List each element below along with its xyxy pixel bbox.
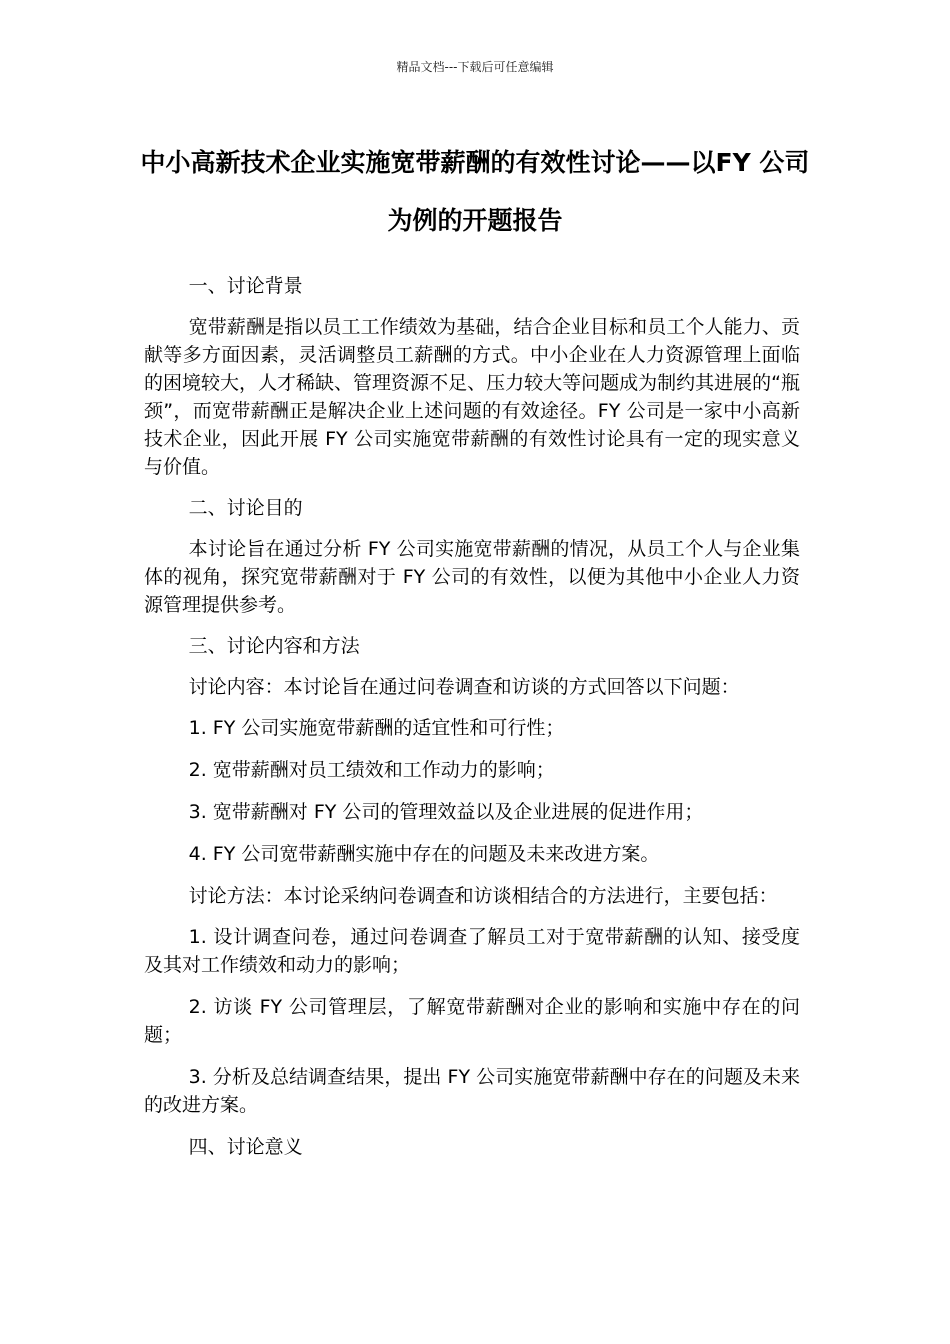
header-note: 精品文档---下载后可任意编辑 bbox=[396, 60, 554, 74]
section-heading-content-method: 三、讨论内容和方法 bbox=[188, 635, 360, 657]
content-item: 1. FY 公司实施宽带薪酬的适宜性和可行性； bbox=[188, 717, 565, 739]
paragraph-method-intro: 讨论方法：本讨论采纳问卷调查和访谈相结合的方法进行，主要包括： bbox=[188, 885, 778, 907]
paragraph-background: 宽带薪酬是指以员工工作绩效为基础，结合企业目标和员工个人能力、贡献等多方面因素，灵活调整员工薪酬的方式。中小企业在人力资源管理上面临的困境较大，人才稀缺、管理资源不足、压力较大等问题成为制约其进展的“瓶颈”，而宽带薪酬正是解决企业上述问题的有效途径。FY 公司是一家中小高新技术企业，因此开展 FY 公司实施宽带薪酬的有效性讨论具有一定的现实意义与价值。 bbox=[144, 316, 800, 478]
section-heading-significance: 四、讨论意义 bbox=[188, 1136, 303, 1158]
section-heading-purpose: 二、讨论目的 bbox=[188, 497, 303, 519]
method-item: 2. 访谈 FY 公司管理层，了解宽带薪酬对企业的影响和实施中存在的问题； bbox=[144, 996, 800, 1046]
section-heading-background: 一、讨论背景 bbox=[188, 275, 303, 297]
content-item: 4. FY 公司宽带薪酬实施中存在的问题及未来改进方案。 bbox=[188, 843, 660, 865]
content-item: 3. 宽带薪酬对 FY 公司的管理效益以及企业进展的促进作用； bbox=[188, 801, 704, 823]
method-item: 1. 设计调查问卷，通过问卷调查了解员工对于宽带薪酬的认知、接受度及其对工作绩效和动力的影响； bbox=[144, 926, 800, 976]
paragraph-content-intro: 讨论内容：本讨论旨在通过问卷调查和访谈的方式回答以下问题： bbox=[188, 676, 740, 698]
document-title: 中小高新技术企业实施宽带薪酬的有效性讨论——以FY 公司为例的开题报告 bbox=[140, 148, 810, 235]
document-body bbox=[144, 272, 800, 1174]
paragraph-purpose: 本讨论旨在通过分析 FY 公司实施宽带薪酬的情况，从员工个人与企业集体的视角，探究宽带薪酬对于 FY 公司的有效性，以便为其他中小企业人力资源管理提供参考。 bbox=[144, 538, 800, 616]
content-item: 2. 宽带薪酬对员工绩效和工作动力的影响； bbox=[188, 759, 555, 781]
method-item: 3. 分析及总结调查结果，提出 FY 公司实施宽带薪酬中存在的问题及未来的改进方案。 bbox=[144, 1066, 800, 1116]
